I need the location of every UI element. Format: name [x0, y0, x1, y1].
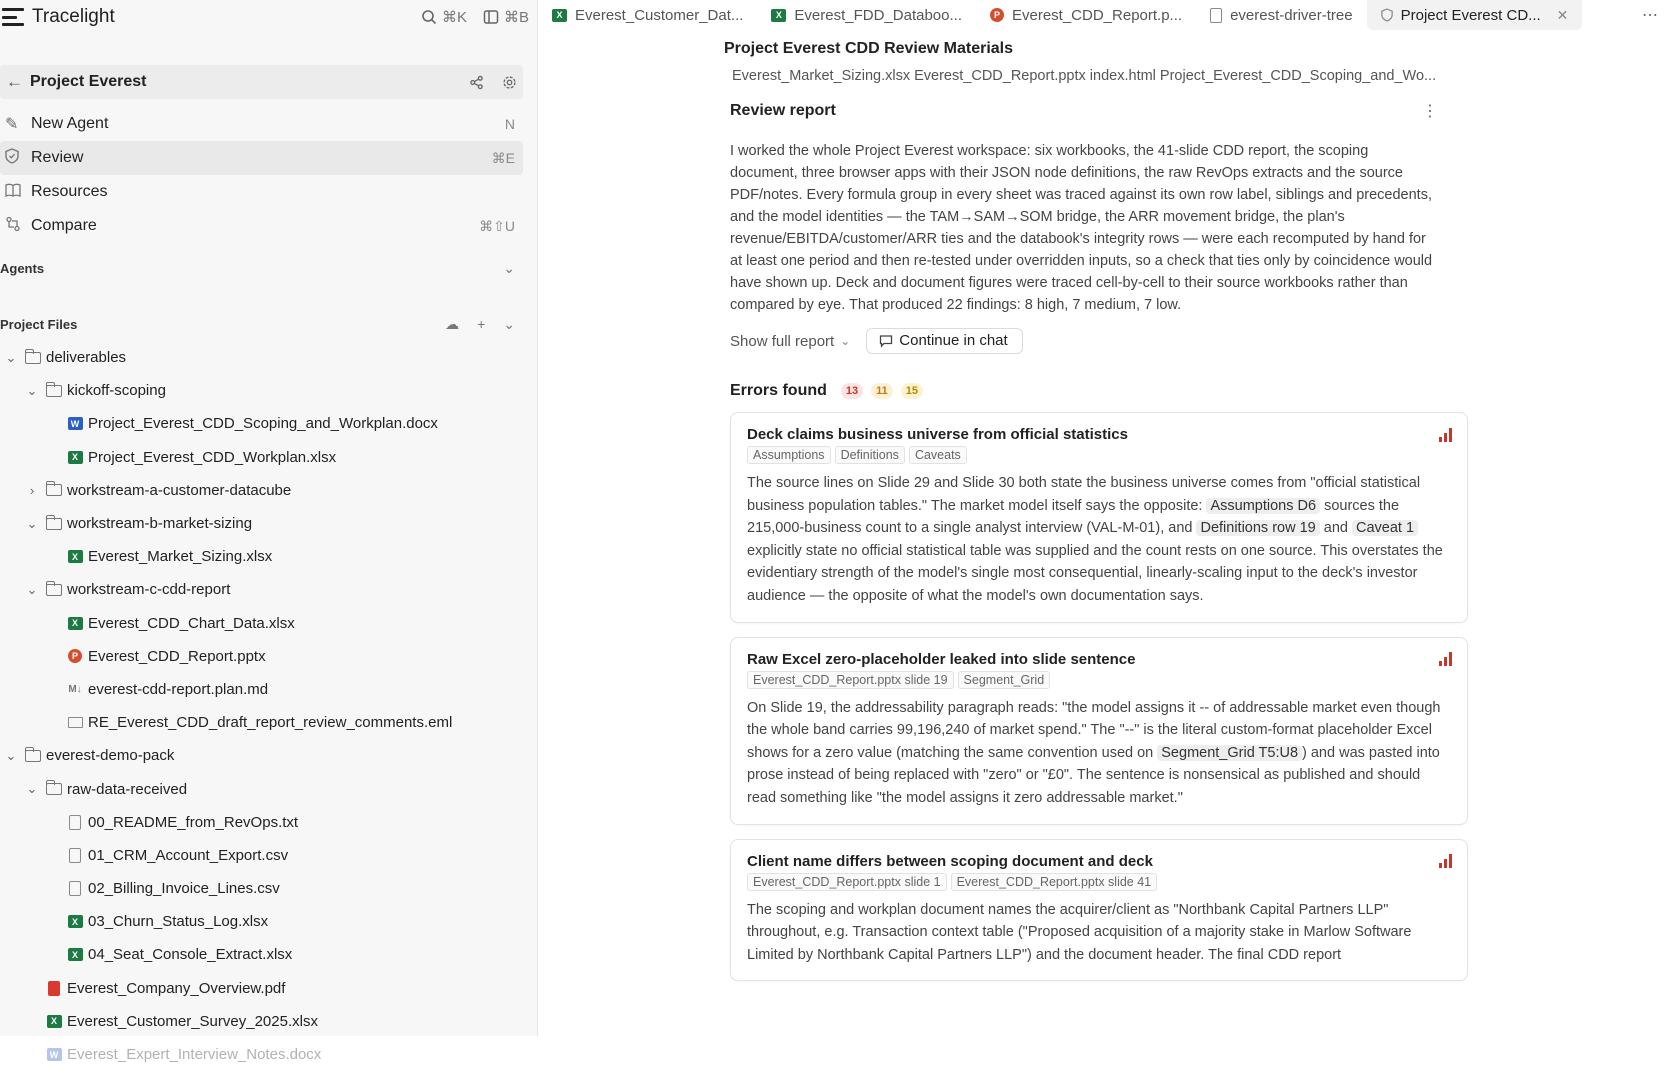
tree-item-label: raw-data-received [67, 780, 188, 798]
tree-item-label: everest-cdd-report.plan.md [88, 680, 269, 698]
tree-file[interactable] [0, 806, 537, 839]
continue-in-chat-button[interactable] [866, 328, 1022, 354]
review-report-heading: Review report [730, 102, 836, 119]
continue-chat-label: Continue in chat [899, 332, 1008, 349]
tree-file[interactable] [0, 607, 537, 640]
tree-file[interactable] [0, 540, 537, 573]
document-icon [1210, 8, 1222, 23]
tree-item-label: everest-demo-pack [46, 747, 175, 765]
text-file-icon [64, 815, 86, 830]
tree-folder[interactable] [0, 507, 537, 540]
excel-file-icon: X [64, 915, 86, 928]
tree-file[interactable] [0, 441, 537, 474]
error-tags [747, 873, 1452, 891]
edit-icon: ✎ [5, 116, 19, 133]
error-description [747, 697, 1452, 810]
nav-shortcut: N [504, 116, 515, 132]
error-title: Client name differs between scoping document and deck [747, 852, 1153, 870]
word-file-icon: W [43, 1048, 65, 1061]
report-actions [730, 328, 1440, 354]
tree-item-label: 04_Seat_Console_Extract.xlsx [88, 946, 293, 964]
folder-icon [43, 518, 65, 530]
chevron-right-icon[interactable]: › [29, 482, 35, 498]
close-icon[interactable]: ✕ [1556, 6, 1569, 23]
chat-bubble-icon [879, 334, 893, 348]
show-full-report-button[interactable] [730, 333, 850, 350]
text-file-icon [64, 848, 86, 863]
medium-severity-count[interactable]: 11 [871, 383, 893, 399]
description-text: The source lines on Slide 29 and Slide 30 both state the business universe comes from "official statistical business population tables." The market model itself says the opposite: [747, 475, 1421, 514]
source-tag[interactable]: Caveats [909, 446, 967, 464]
chevron-down-icon[interactable]: ⌄ [503, 259, 515, 276]
gear-icon[interactable] [502, 75, 517, 90]
error-description [747, 899, 1452, 967]
tree-item-label: Project_Everest_CDD_Workplan.xlsx [88, 448, 337, 466]
book-icon [5, 183, 31, 202]
show-full-label: Show full report [730, 332, 835, 350]
source-tag[interactable]: Assumptions [747, 446, 831, 464]
project-files-header [0, 309, 523, 339]
toggle-sidebar-button[interactable] [483, 8, 529, 26]
app-name: Tracelight [32, 6, 115, 27]
nav-label: Compare [31, 217, 97, 234]
tab-customer-datacube[interactable] [538, 0, 757, 30]
project-title: Project Everest [30, 73, 147, 90]
review-report-header [730, 101, 1440, 121]
compare-icon [5, 216, 31, 237]
tree-item-label: Everest_CDD_Report.pptx [88, 647, 266, 665]
folder-icon [22, 750, 44, 762]
agents-section-header[interactable] [0, 253, 523, 283]
error-card[interactable] [730, 839, 1468, 982]
tree-item-label: Everest_Market_Sizing.xlsx [88, 548, 273, 566]
chevron-down-icon[interactable]: ⌄ [26, 581, 38, 597]
tree-item-label: Everest_Company_Overview.pdf [67, 979, 286, 997]
tree-item-label: Everest_Customer_Survey_2025.xlsx [67, 1012, 318, 1030]
tree-item-label: 01_CRM_Account_Export.csv [88, 846, 289, 864]
error-card-header [747, 651, 1452, 668]
nav-resources[interactable] [0, 175, 523, 209]
excel-file-icon: X [64, 451, 86, 464]
mail-file-icon [64, 717, 86, 728]
source-tag[interactable]: Segment_Grid [958, 671, 1051, 689]
tree-item-label: 02_Billing_Invoice_Lines.csv [88, 880, 280, 898]
review-panel [538, 30, 1678, 1036]
tree-item-label: RE_Everest_CDD_draft_report_review_comments.eml [88, 714, 453, 732]
tree-file[interactable] [0, 407, 537, 440]
errors-found-header [730, 382, 1440, 400]
tree-folder[interactable] [0, 474, 537, 507]
error-tags [747, 446, 1452, 464]
tab-label: everest-driver-tree [1230, 6, 1353, 24]
folder-icon [22, 352, 44, 364]
tab-label: Everest_Customer_Dat... [575, 6, 744, 24]
tree-item-label: kickoff-scoping [67, 382, 166, 400]
sidebar [0, 0, 538, 1064]
shield-icon [5, 148, 31, 169]
word-file-icon: W [64, 417, 86, 430]
excel-file-icon: X [552, 9, 567, 22]
sidebar-shortcut: ⌘B [503, 9, 529, 26]
folder-icon [43, 584, 65, 596]
nav-label: Resources [31, 183, 108, 200]
excel-file-icon: X [43, 1015, 65, 1028]
markdown-file-icon: M↓ [68, 683, 82, 695]
chevron-down-icon[interactable]: ⌄ [503, 315, 515, 332]
description-text: The scoping and workplan document names the acquirer/client as "Northbank Capital Partners LLP" throughout, e.g. Transaction context table ("Proposed acquisition of a majority stake in Marlow Software Limited by Northbank Capital Partners LLP") and the document header. The final CDD report [747, 901, 1412, 963]
plus-icon[interactable]: + [477, 315, 486, 332]
tab-label: Project Everest CD... [1400, 6, 1541, 24]
report-summary: I worked the whole Project Everest workspace: six workbooks, the 41-slide CDD report, the scoping document, three browser apps with their JSON node definitions, the raw RevOps extracts and the source PDF/notes. Every formula group in every sheet was traced against its own row label, siblings and precedents, and the model identities — the TAM→SAM→SOM bridge, the ARR movement bridge, the plan's revenue/EBITDA/customer/ARR ties and the databook's integrity rows — were each recomputed by hand for at least one period and then re-tested under overridden inputs, so a check that ties only by coincidence would have shown up. Deck and document figures were traced cell-by-cell to their source workbooks rather than compared by eye. That produced 22 findings: 8 high, 7 medium, 7 low. [730, 143, 1433, 313]
description-text: On Slide 19, the addressability paragraph reads: "the model assigns it -- of addressable market even though the whole band carries 99,196,240 of market spend." The "--" is the literal custom-format placeholder Excel shows for a zero value (matching the same convention used on [747, 699, 1441, 761]
chevron-down-icon: ⌄ [840, 334, 851, 348]
sidebar-toggle-icon [483, 9, 499, 25]
chevron-down-icon[interactable]: ⌄ [5, 349, 17, 365]
file-tree [0, 341, 537, 1071]
severity-high-icon [1439, 854, 1452, 868]
severity-high-icon [1439, 652, 1452, 666]
cell-reference[interactable]: Caveat 1 [1352, 520, 1418, 536]
cell-reference[interactable]: Segment_Grid T5:U8 [1157, 745, 1302, 761]
error-title: Deck claims business universe from official statistics [747, 426, 1128, 443]
text-file-icon [64, 881, 86, 896]
error-tags [747, 671, 1452, 689]
nav-shortcut: ⌘⇧U [479, 217, 515, 234]
agents-label: Agents [0, 260, 45, 276]
tree-folder[interactable] [0, 739, 537, 772]
tree-item-label: workstream-b-market-sizing [67, 515, 253, 533]
description-text: ) and was pasted into prose instead of being replaced with "zero" or "£0". The sentence is nonsensical as published and should read something like "the model assigns it zero addressable market." [747, 744, 1440, 806]
nav-review[interactable] [0, 141, 523, 175]
tracelight-logo-icon [2, 8, 24, 26]
error-card-header [747, 426, 1452, 443]
tree-item-label: 00_README_from_RevOps.txt [88, 813, 299, 831]
chevron-down-icon[interactable]: ⌄ [5, 747, 17, 763]
error-list [730, 412, 1443, 981]
tree-file[interactable] [0, 1005, 537, 1038]
tab-fdd-databook[interactable] [757, 0, 976, 30]
project-files-label: Project Files [0, 316, 78, 332]
chevron-down-icon[interactable]: ⌄ [26, 781, 38, 797]
tree-item-label: Everest_CDD_Chart_Data.xlsx [88, 614, 295, 632]
chevron-down-icon[interactable]: ⌄ [26, 382, 38, 398]
folder-icon [43, 783, 65, 795]
project-header [0, 65, 523, 99]
errors-found-heading: Errors found [730, 382, 827, 399]
source-tag[interactable]: Everest_CDD_Report.pptx slide 1 [747, 873, 947, 891]
tree-item-label: workstream-a-customer-datacube [67, 481, 292, 499]
description-text: and [1319, 520, 1352, 537]
cell-reference[interactable]: Assumptions D6 [1206, 498, 1320, 514]
tree-file[interactable] [0, 640, 537, 673]
project-nav [0, 107, 537, 243]
search-icon [421, 9, 437, 25]
low-severity-count[interactable]: 15 [901, 383, 923, 399]
cloud-upload-icon[interactable]: ☁ [445, 315, 460, 332]
tree-file[interactable] [0, 872, 537, 905]
search-button[interactable] [421, 8, 467, 26]
tree-folder[interactable] [0, 374, 537, 407]
excel-file-icon: X [64, 550, 86, 563]
tab-cdd-report[interactable] [976, 0, 1196, 30]
tab-driver-tree[interactable] [1196, 0, 1367, 30]
excel-file-icon: X [64, 948, 86, 961]
back-arrow-icon[interactable]: ← [6, 72, 23, 91]
tab-label: Everest_CDD_Report.p... [1011, 6, 1183, 24]
folder-icon [43, 484, 65, 496]
source-file-list[interactable]: Everest_Market_Sizing.xlsx Everest_CDD_Report.pptx index.html Project_Everest_CDD_Scoping_and_Wo... [732, 68, 1437, 84]
tree-file[interactable] [0, 673, 537, 706]
severity-high-icon [1439, 428, 1452, 442]
description-text: sources the 215,000-business count to a single analyst interview (VAL-M-01), and [747, 497, 1400, 537]
excel-file-icon: X [771, 9, 786, 22]
nav-shortcut: ⌘E [491, 149, 515, 166]
source-tag[interactable]: Everest_CDD_Report.pptx slide 19 [747, 671, 954, 689]
tab-project-everest-review[interactable] [1367, 0, 1583, 30]
tree-item-label: deliverables [46, 349, 127, 367]
tree-folder[interactable] [0, 573, 537, 606]
search-shortcut: ⌘K [441, 9, 467, 26]
cell-reference[interactable]: Definitions row 19 [1196, 520, 1319, 536]
tree-file[interactable] [0, 938, 537, 971]
error-title: Raw Excel zero-placeholder leaked into slide sentence [747, 650, 1136, 668]
source-tag[interactable]: Definitions [835, 446, 905, 464]
more-options-icon[interactable]: ⋯ [1642, 7, 1658, 24]
high-severity-count[interactable]: 13 [841, 383, 863, 399]
tree-item-label: Project_Everest_CDD_Scoping_and_Workplan.docx [88, 415, 438, 433]
excel-file-icon: X [64, 617, 86, 630]
error-card[interactable] [730, 637, 1468, 825]
share-icon[interactable] [469, 75, 484, 90]
tree-folder[interactable] [0, 772, 537, 805]
tree-item-label: Everest_Expert_Interview_Notes.docx [67, 1046, 322, 1064]
folder-icon [43, 385, 65, 397]
page-title: Project Everest CDD Review Materials [724, 40, 1014, 57]
tree-item-label: 03_Churn_Status_Log.xlsx [88, 913, 269, 931]
tree-file[interactable] [0, 972, 537, 1005]
powerpoint-file-icon: P [64, 649, 86, 663]
source-tag[interactable]: Everest_CDD_Report.pptx slide 41 [951, 873, 1158, 891]
tree-file[interactable] [0, 839, 537, 872]
error-card-header [747, 853, 1452, 870]
brand-row [0, 0, 537, 34]
shield-icon [1381, 8, 1393, 22]
powerpoint-file-icon: P [990, 8, 1004, 22]
tree-file[interactable] [0, 1038, 537, 1071]
chevron-down-icon[interactable]: ⌄ [26, 515, 38, 531]
pdf-file-icon [43, 981, 65, 996]
nav-label: New Agent [31, 115, 109, 132]
tree-item-label: workstream-c-cdd-report [67, 581, 231, 599]
more-vertical-icon[interactable]: ⋮ [1422, 103, 1438, 120]
nav-label: Review [31, 149, 84, 166]
tree-file[interactable] [0, 706, 537, 739]
error-card[interactable] [730, 412, 1468, 623]
nav-compare[interactable] [0, 209, 523, 243]
error-description [747, 472, 1452, 608]
description-text: explicitly state no official statistical table was supplied and the count rests on one source. This overstates the evidentiary strength of the model's single most consequential, linearly-scaling input to the deck's investor audience — the opposite of what the model's own documentation says. [747, 542, 1443, 604]
tree-folder[interactable] [0, 341, 537, 374]
nav-new-agent[interactable] [0, 107, 523, 141]
tree-file[interactable] [0, 905, 537, 938]
tab-label: Everest_FDD_Databoo... [794, 6, 962, 24]
tab-bar [538, 0, 1678, 30]
